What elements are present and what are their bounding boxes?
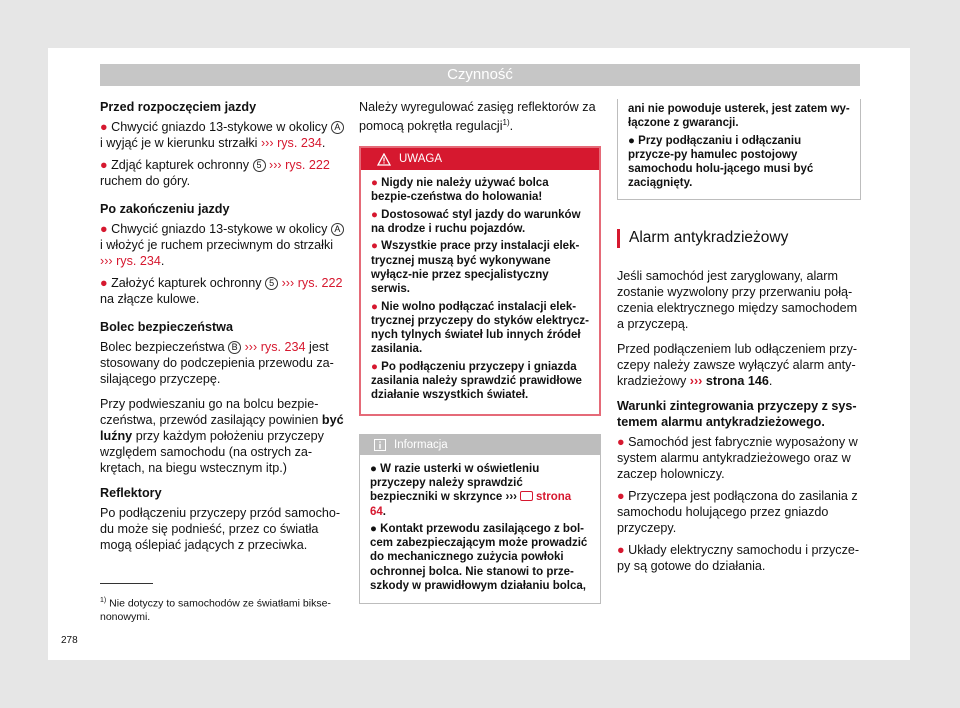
arrow: ›››: [505, 491, 518, 504]
warning-box: [359, 146, 601, 415]
list-item: [100, 275, 346, 307]
text: ani nie powoduje usterek, jest zatem wy-łączone z gwarancji.: [628, 103, 850, 130]
figure-link[interactable]: rys. 222: [297, 276, 343, 290]
bullet-icon: ●: [100, 120, 108, 134]
text: Należy wyregulować zasięg reflektorów za pomocą pokrętła regulacji: [359, 100, 596, 134]
paragraph: [100, 339, 346, 387]
text: .: [509, 119, 514, 134]
text: W razie usterki w oświetleniu przyczepy należy sprawdzić bezpieczniki w skrzynce: [370, 462, 540, 504]
list-item: [617, 488, 861, 536]
list-item: ● Kontakt przewodu zasilającego z bol-cem zabezpieczającym może prowadzić do mechanicznego zużycia powłoki ochronnej bolca. Nie stanowi to prze-szkody w prawidłowym działaniu bolca,: [370, 522, 588, 593]
bullet-icon: ●: [371, 300, 378, 313]
info-box-continued: [617, 99, 861, 200]
section-title-text: Alarm antykradzieżowy: [629, 229, 789, 247]
bullet-icon: ●: [100, 158, 108, 172]
heading-safety-pin: Bolec bezpieczeństwa: [100, 320, 233, 334]
arrow: ›››: [260, 136, 274, 150]
figure-link[interactable]: rys. 234: [260, 340, 306, 354]
warning-body: [361, 170, 599, 413]
list-item: [371, 208, 589, 237]
arrow: ›››: [689, 373, 703, 388]
text: Przed podłączeniem lub odłączeniem przy-czepy należy zawsze wyłączyć alarm anty-kradzieżowy: [617, 341, 858, 388]
label-b-icon: B: [228, 341, 241, 354]
heading-after-drive: Po zakończeniu jazdy: [100, 202, 230, 216]
figure-link[interactable]: rys. 222: [285, 158, 330, 172]
arrow: ›››: [281, 276, 295, 290]
info-box: [359, 434, 601, 605]
text: Po podłączeniu przyczepy i gniazda zasilania należy sprawdzić prawidłowe działanie wszystkich świateł.: [371, 360, 582, 402]
column-middle: [359, 99, 601, 604]
text: i włożyć je ruchem przeciwnym do strzałki: [100, 238, 334, 252]
text: Chwycić gniazdo 13-stykowe w okolicy: [111, 222, 328, 236]
list-item: [371, 360, 589, 403]
heading-headlights: Reflektory: [100, 486, 162, 500]
bullet-icon: ●: [617, 434, 625, 449]
paragraph: Jeśli samochód jest zaryglowany, alarm zostanie wyzwolony przy przerwaniu połą-czenia elektrycznego między samochodem a przyczepą.: [617, 268, 858, 331]
text: Przy podwieszaniu go na bolcu bezpie-czeństwa, przewód zasilający powinien: [100, 397, 319, 427]
column-right: [617, 99, 861, 580]
bullet-icon: ●: [371, 208, 378, 221]
label-5-icon: 5: [253, 159, 266, 172]
text: Nie wolno podłączać instalacji elek-trycznej przyczepy do styków elektrycz-nych tylnych świateł lub innych źródeł zasilania.: [371, 300, 589, 356]
page-link[interactable]: strona 64: [370, 491, 572, 518]
list-item: ● W razie usterki w oświetleniu przyczepy należy sprawdzić bezpieczniki w skrzynce ››› strona 64.: [370, 462, 572, 518]
paragraph: [100, 396, 346, 476]
heading-conditions: Warunki zintegrowania przyczepy z sys-temem alarmu antykradzieżowego.: [617, 398, 857, 429]
text: Przyczepa jest podłączona do zasilania z samochodu holującego przez gniazdo przyczepy.: [617, 488, 858, 535]
page-header: Czynność: [100, 64, 860, 86]
bold-text: być luźny: [100, 413, 344, 443]
bullet-icon: ●: [100, 276, 108, 290]
info-icon: [374, 439, 386, 451]
bullet-icon: ●: [371, 240, 378, 253]
figure-link[interactable]: rys. 234: [277, 136, 322, 150]
label-a-icon: A: [331, 223, 344, 236]
paragraph: Po podłączeniu przyczepy przód samocho-du może się podnieść, przez co światła mogą oślepiać jadących z przeciwka.: [100, 506, 341, 552]
bullet-icon: ●: [617, 542, 625, 557]
heading-before-drive: Przed rozpoczęciem jazdy: [100, 100, 257, 114]
text: Założyć kapturek ochronny: [111, 276, 262, 290]
list-item: [371, 239, 589, 296]
info-header: [360, 435, 600, 455]
accent-bar: [617, 229, 620, 248]
paragraph: [617, 341, 861, 389]
page-link[interactable]: strona 146: [705, 373, 769, 388]
bullet-icon: ●: [617, 488, 625, 503]
list-item: [617, 434, 861, 482]
text: Przy podłączaniu i odłączaniu przycze-py hamulec postojowy samochodu holu-jącego musi być zaciągnięty.: [628, 134, 814, 190]
list-item: ● Przy podłączaniu i odłączaniu przycze-py hamulec postojowy samochodu holu-jącego musi być zaciągnięty.: [628, 134, 814, 190]
footnote-marker: 1): [100, 597, 107, 604]
list-item: [100, 157, 346, 189]
text: Samochód jest fabrycznie wyposażony w system alarmu antykradzieżowego oraz w zaczep holowniczy.: [617, 434, 858, 481]
list-item: [371, 176, 589, 205]
label-5-icon: 5: [265, 277, 278, 290]
paragraph: [359, 99, 601, 134]
bullet-icon: ●: [100, 222, 108, 236]
bullet-icon: ●: [371, 360, 378, 373]
text: jest stosowany do podczepienia przewodu za-silającego przyczepę.: [100, 340, 334, 386]
bullet-icon: ●: [371, 177, 378, 190]
text: Bolec bezpieczeństwa: [100, 340, 225, 354]
text: .: [160, 254, 165, 268]
text: .: [321, 136, 326, 150]
page-number: 278: [61, 635, 78, 646]
list-item: [371, 300, 589, 357]
info-title: Informacja: [394, 438, 448, 451]
list-item: [100, 221, 346, 269]
text: Wszystkie prace przy instalacji elek-trycznej muszą być wykonywane wyłącz-nie przez specjalistyczny serwis.: [371, 240, 580, 296]
figure-link[interactable]: rys. 234: [116, 254, 161, 268]
text: Układy elektryczny samochodu i przycze-py są gotowe do działania.: [617, 542, 860, 573]
text: Dostosować styl jazdy do warunków na drodze i ruchu pojazdów.: [371, 208, 581, 236]
footnote: [100, 594, 350, 624]
arrow: ›››: [244, 340, 258, 354]
text: przy każdym położeniu przyczepy względem samochodu (na ostrych za-krętach, na biegu wstecznym itp.): [100, 429, 324, 475]
text: ruchem do góry.: [100, 174, 191, 188]
text: Chwycić gniazdo 13-stykowe w okolicy: [111, 120, 328, 134]
warning-icon: [377, 153, 391, 166]
book-icon: [520, 491, 533, 501]
arrow: ›››: [269, 158, 282, 172]
label-a-icon: A: [331, 121, 344, 134]
info-body: [360, 455, 600, 604]
warning-header: [361, 148, 599, 170]
text: .: [768, 373, 773, 388]
text: i wyjąć je w kierunku strzałki: [100, 136, 258, 150]
list-item: [617, 542, 861, 574]
arrow: ›››: [100, 254, 113, 268]
text: Nigdy nie należy używać bolca bezpie-czeństwa do holowania!: [371, 177, 549, 204]
text: Zdjąć kapturek ochronny: [111, 158, 250, 172]
warning-title: UWAGA: [399, 153, 443, 166]
section-title: [617, 229, 861, 248]
footnote-ref[interactable]: 1): [502, 118, 510, 127]
text: .: [382, 505, 386, 518]
text: Kontakt przewodu zasilającego z bol-cem zabezpieczającym może prowadzić do mechanicznego zużycia powłoki ochronnej bolca. Nie stanowi to prze-szkody w prawidłowym działaniu bolca,: [370, 522, 588, 593]
footnote-divider: [100, 583, 153, 584]
column-left: [100, 99, 346, 562]
text: na złącze kulowe.: [100, 292, 200, 306]
list-item: [100, 119, 346, 151]
footnote-text: Nie dotyczy to samochodów ze światłami bikse-nonowymi.: [100, 597, 331, 623]
